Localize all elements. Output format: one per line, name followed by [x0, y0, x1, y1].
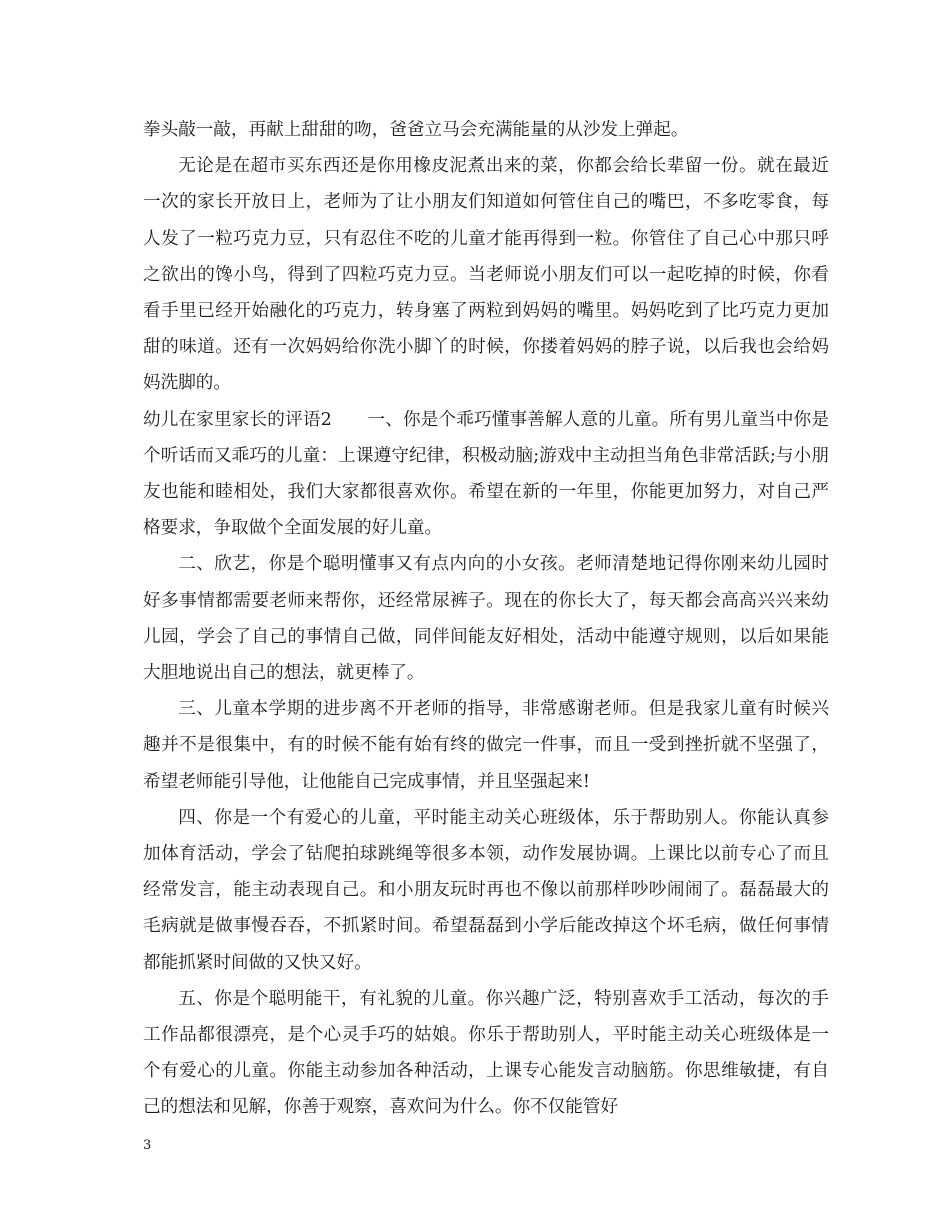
paragraph-4: 二、欣艺，你是个聪明懂事又有点内向的小女孩。老师清楚地记得你刚来幼儿园时好多事情都需要老师来帮你，还经常尿裤子。现在的你长大了，每天都会高高兴兴来幼儿园，学会了自己的事情自己做，同伴间能友好相处，活动中能遵守规则，以后如果能大胆地说出自己的想法，就更棒了。 [143, 554, 829, 684]
document-body [143, 112, 829, 1126]
page-number: 3 [143, 1138, 152, 1153]
paragraph-3: 幼儿在家里家长的评语2 一、你是个乖巧懂事善解人意的儿童。所有男儿童当中你是个听话而又乖巧的儿童：上课遵守纪律，积极动脑;游戏中主动担当角色非常活跃;与小朋友也能和睦相处，我们大家都很喜欢你。希望在新的一年里，你能更加努力，对自己严格要求，争取做个全面发展的好儿童。 [143, 409, 829, 539]
paragraph-2: 无论是在超市买东西还是你用橡皮泥煮出来的菜，你都会给长辈留一份。就在最近一次的家长开放日上，老师为了让小朋友们知道如何管住自己的嘴巴，不多吃零食，每人发了一粒巧克力豆，只有忍住不吃的儿童才能再得到一粒。你管住了自己心中那只呼之欲出的馋小鸟，得到了四粒巧克力豆。当老师说小朋友们可以一起吃掉的时候，你看看手里已经开始融化的巧克力，转身塞了两粒到妈妈的嘴里。妈妈吃到了比巧克力更加甜的味道。还有一次妈妈给你洗小脚丫的时候，你搂着妈妈的脖子说，以后我也会给妈妈洗脚的。 [143, 156, 829, 394]
paragraph-5: 三、儿童本学期的进步离不开老师的指导，非常感谢老师。但是我家儿童有时候兴趣并不是很集中，有的时候不能有始有终的做完一件事，而且一受到挫折就不坚强了，希望老师能引导他，让他能自己完成事情，并且坚强起来! [143, 699, 829, 792]
paragraph-7: 五、你是个聪明能干，有礼貌的儿童。你兴趣广泛，特别喜欢手工活动，每次的手工作品都很漂亮，是个心灵手巧的姑娘。你乐于帮助别人，平时能主动关心班级体是一个有爱心的儿童。你能主动参加各种活动，上课专心能发言动脑筋。你思维敏捷，有自己的想法和见解，你善于观察，喜欢问为什么。你不仅能管好 [143, 988, 829, 1118]
paragraph-1: 拳头敲一敲，再献上甜甜的吻，爸爸立马会充满能量的从沙发上弹起。 [143, 120, 689, 140]
paragraph-6: 四、你是一个有爱心的儿童，平时能主动关心班级体，乐于帮助别人。你能认真参加体育活动，学会了钻爬拍球跳绳等很多本领，动作发展协调。上课比以前专心了而且经常发言，能主动表现自己。和小朋友玩时再也不像以前那样吵吵闹闹了。磊磊最大的毛病就是做事慢吞吞，不抓紧时间。希望磊磊到小学后能改掉这个坏毛病，做任何事情都能抓紧时间做的又快又好。 [143, 807, 829, 973]
